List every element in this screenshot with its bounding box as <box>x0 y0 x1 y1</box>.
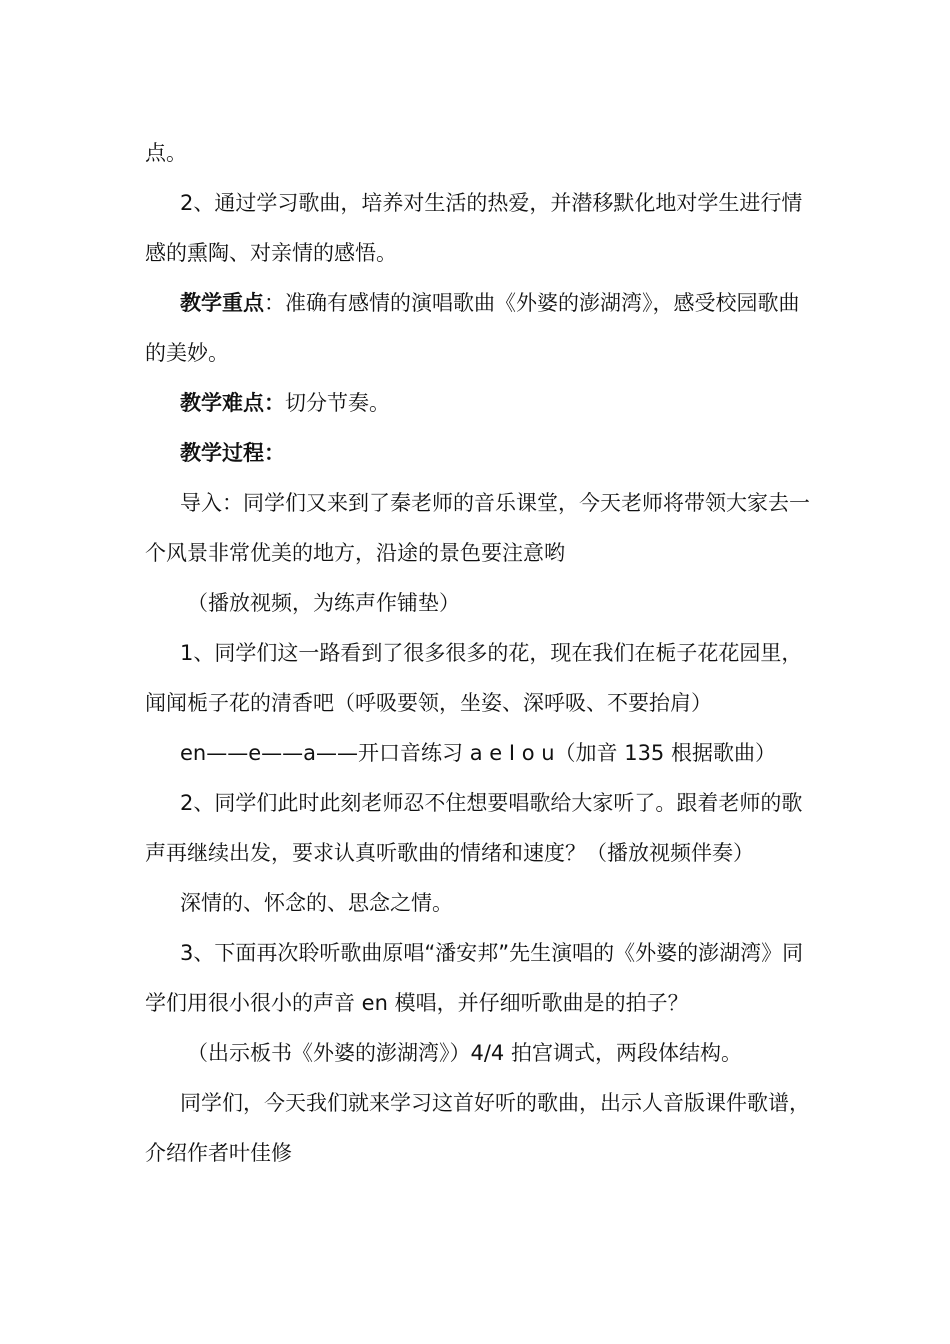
paragraph-key-point <box>145 278 810 378</box>
key-point-colon: ： <box>264 291 285 315</box>
key-point-text: 准确有感情的演唱歌曲《外婆的澎湖湾》，感受校园歌曲的美妙。 <box>145 291 800 365</box>
paragraph-step-3: 3、下面再次聆听歌曲原唱“潘安邦”先生演唱的《外婆的澎湖湾》同学们用很小很小的声音 en 模唱，并仔细听歌曲是的拍子？ <box>145 941 804 1015</box>
paragraph-learn-song: 同学们，今天我们就来学习这首好听的歌曲，出示人音版课件歌谱，介绍作者叶佳修 <box>145 1091 810 1165</box>
paragraph-continuation: 点。 <box>145 141 187 165</box>
paragraph-emotion: 深情的、怀念的、思念之情。 <box>180 891 453 915</box>
paragraph-process-heading: 教学过程： <box>180 441 285 465</box>
key-point-label: 教学重点 <box>180 291 264 315</box>
paragraph-objective-2: 2、通过学习歌曲，培养对生活的热爱，并潜移默化地对学生进行情感的熏陶、对亲情的感悟。 <box>145 191 803 265</box>
paragraph-play-video-note: （播放视频，为练声作铺垫） <box>187 591 460 615</box>
paragraph-step-2: 2、同学们此时此刻老师忍不住想要唱歌给大家听了。跟着老师的歌声再继续出发，要求认真听歌曲的情绪和速度？（播放视频伴奏） <box>145 791 803 865</box>
paragraph-difficulty <box>145 378 810 428</box>
paragraph-introduction: 导入：同学们又来到了秦老师的音乐课堂，今天老师将带领大家去一个风景非常优美的地方，沿途的景色要注意哟 <box>145 491 810 565</box>
paragraph-board-note: （出示板书《外婆的澎湖湾》）4/4 拍宫调式，两段体结构。 <box>187 1041 742 1065</box>
paragraph-vocal-exercise: en——e——a——开口音练习 a e I o u（加音 135 根据歌曲） <box>180 741 776 765</box>
difficulty-text: 切分节奏。 <box>285 391 390 415</box>
difficulty-label: 教学难点： <box>180 391 285 415</box>
paragraph-step-1: 1、同学们这一路看到了很多很多的花，现在我们在栀子花花园里，闻闻栀子花的清香吧（呼吸要领，坐姿、深呼吸、不要抬肩） <box>145 641 803 715</box>
document-body <box>145 128 810 1178</box>
